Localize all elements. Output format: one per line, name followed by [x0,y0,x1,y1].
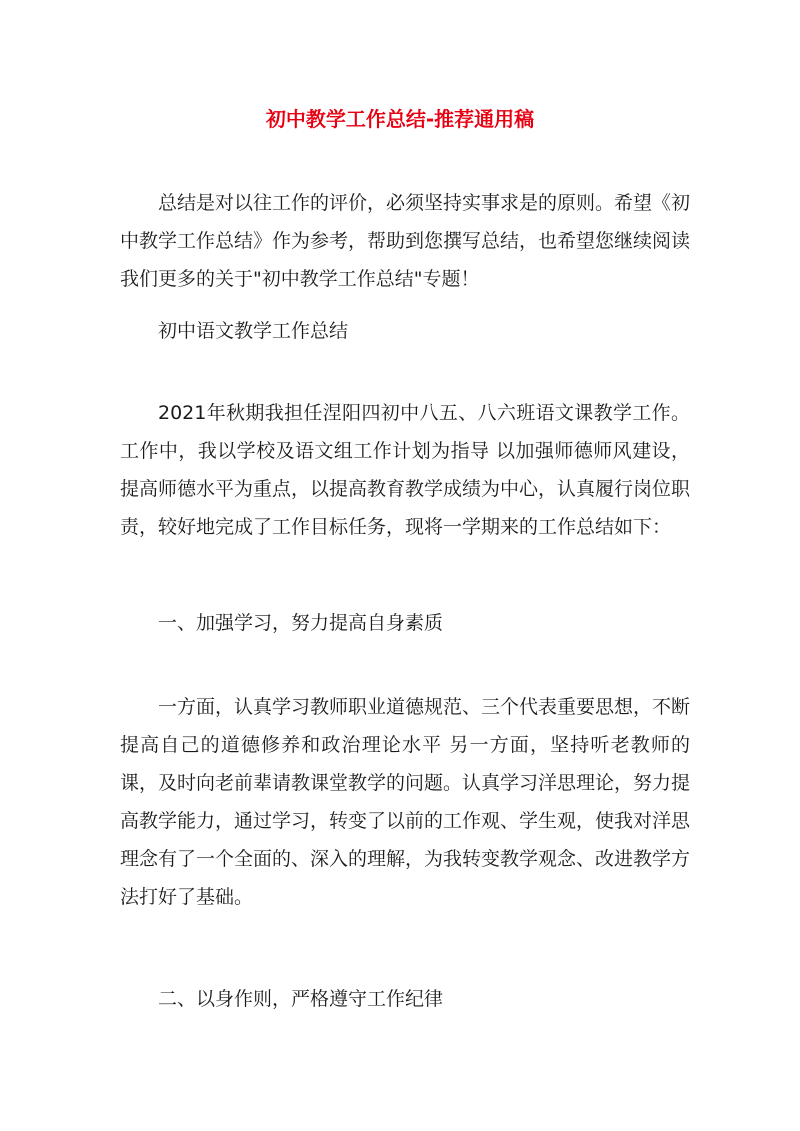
section-heading-2: 二、以身作则，严格遵守工作纪律 [158,988,444,1010]
subtitle: 初中语文教学工作总结 [158,320,349,342]
intro-paragraph: 总结是对以往工作的评价，必须坚持实事求是的原则。希望《初中教学工作总结》作为参考，帮助到您撰写总结，也希望您继续阅读我们更多的关于"初中教学工作总结"专题！ [120,192,691,290]
document-title: 初中教学工作总结-推荐通用稿 [265,107,535,131]
body-paragraph-2: 一方面，认真学习教师职业道德规范、三个代表重要思想，不断提高自己的道德修养和政治理论水平 另一方面，坚持听老教师的课，及时向老前辈请教课堂教学的问题。认真学习洋思理论，努力提高教学能力，通过学习，转变了以前的工作观、学生观，使我对洋思理念有了一个全面的、深入的理解，为我转变教学观念、改进教学方法打好了基础。 [120,696,691,908]
body-paragraph-1: 2021年秋期我担任涅阳四初中八五、八六班语文课教学工作。工作中，我以学校及语文组工作计划为指导 以加强师德师风建设，提高师德水平为重点，以提高教育教学成绩为中心，认真履行岗位职责，较好地完成了工作目标任务，现将一学期来的工作总结如下： [120,402,691,538]
section-heading-1: 一、加强学习，努力提高自身素质 [158,612,444,634]
